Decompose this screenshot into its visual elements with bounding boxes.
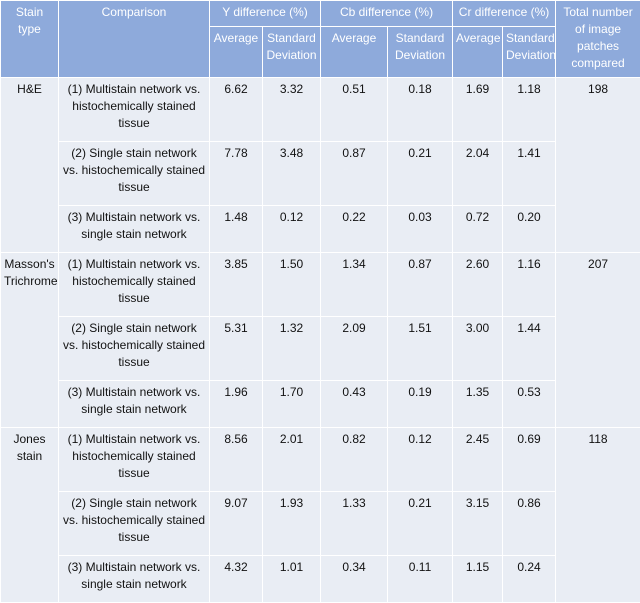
comparison-cell: (3) Multistain network vs. single stain network [59,381,210,428]
total-patches-cell: 198 [556,78,640,253]
table-row [1,317,640,381]
comparison-cell: (2) Single stain network vs. histochemically stained tissue [59,317,210,381]
cr-average-cell: 1.15 [453,556,503,603]
table-row [1,556,640,603]
y-std-cell: 1.01 [263,556,321,603]
y-average-cell: 9.07 [210,492,263,556]
table-row [1,206,640,253]
y-average-cell: 7.78 [210,142,263,206]
subheader-cb-std: Standard Deviation [388,27,453,78]
cr-std-cell: 0.20 [503,206,556,253]
y-std-cell: 3.32 [263,78,321,142]
header-y-difference: Y difference (%) [210,1,321,27]
comparison-cell: (3) Multistain network vs. single stain network [59,206,210,253]
cb-std-cell: 0.18 [388,78,453,142]
header-cr-difference: Cr difference (%) [453,1,556,27]
y-average-cell: 1.48 [210,206,263,253]
cr-average-cell: 2.60 [453,253,503,317]
y-std-cell: 3.48 [263,142,321,206]
y-average-cell: 1.96 [210,381,263,428]
cb-average-cell: 1.34 [321,253,388,317]
comparison-cell: (1) Multistain network vs. histochemically stained tissue [59,428,210,492]
y-std-cell: 1.70 [263,381,321,428]
stain-type-cell: H&E [1,78,59,253]
header-total-patches: Total number of image patches compared [556,1,640,78]
comparison-cell: (1) Multistain network vs. histochemically stained tissue [59,253,210,317]
cr-average-cell: 3.15 [453,492,503,556]
y-std-cell: 0.12 [263,206,321,253]
subheader-cb-average: Average [321,27,388,78]
cr-average-cell: 1.35 [453,381,503,428]
table-row [1,142,640,206]
comparison-cell: (1) Multistain network vs. histochemically stained tissue [59,78,210,142]
cr-average-cell: 0.72 [453,206,503,253]
stain-type-cell: Jones stain [1,428,59,603]
cb-average-cell: 0.87 [321,142,388,206]
table-row [1,253,640,317]
y-average-cell: 8.56 [210,428,263,492]
cr-std-cell: 1.41 [503,142,556,206]
cr-average-cell: 2.04 [453,142,503,206]
cb-average-cell: 2.09 [321,317,388,381]
y-average-cell: 4.32 [210,556,263,603]
table-row [1,78,640,142]
cr-std-cell: 0.53 [503,381,556,428]
cb-std-cell: 0.12 [388,428,453,492]
comparison-cell: (3) Multistain network vs. single stain network [59,556,210,603]
subheader-cr-average: Average [453,27,503,78]
cb-std-cell: 0.87 [388,253,453,317]
cb-average-cell: 1.33 [321,492,388,556]
comparison-cell: (2) Single stain network vs. histochemically stained tissue [59,492,210,556]
subheader-cr-std: Standard Deviation [503,27,556,78]
cr-std-cell: 1.16 [503,253,556,317]
subheader-y-average: Average [210,27,263,78]
cb-std-cell: 0.19 [388,381,453,428]
total-patches-cell: 118 [556,428,640,603]
total-patches-cell: 207 [556,253,640,428]
table-row [1,381,640,428]
comparison-cell: (2) Single stain network vs. histochemically stained tissue [59,142,210,206]
y-average-cell: 3.85 [210,253,263,317]
table-row [1,428,640,492]
cr-average-cell: 3.00 [453,317,503,381]
y-std-cell: 2.01 [263,428,321,492]
cr-std-cell: 0.86 [503,492,556,556]
cb-std-cell: 0.11 [388,556,453,603]
cb-average-cell: 0.43 [321,381,388,428]
y-average-cell: 5.31 [210,317,263,381]
table-row [1,492,640,556]
y-std-cell: 1.50 [263,253,321,317]
stain-type-cell: Masson's Trichrome [1,253,59,428]
cb-std-cell: 0.21 [388,492,453,556]
cb-average-cell: 0.51 [321,78,388,142]
subheader-y-std: Standard Deviation [263,27,321,78]
cr-std-cell: 0.69 [503,428,556,492]
cb-std-cell: 1.51 [388,317,453,381]
cb-average-cell: 0.82 [321,428,388,492]
cr-average-cell: 1.69 [453,78,503,142]
y-std-cell: 1.93 [263,492,321,556]
cr-std-cell: 0.24 [503,556,556,603]
cb-average-cell: 0.22 [321,206,388,253]
cr-average-cell: 2.45 [453,428,503,492]
cr-std-cell: 1.44 [503,317,556,381]
cb-average-cell: 0.34 [321,556,388,603]
y-std-cell: 1.32 [263,317,321,381]
cb-std-cell: 0.21 [388,142,453,206]
cr-std-cell: 1.18 [503,78,556,142]
header-comparison: Comparison [59,1,210,78]
y-average-cell: 6.62 [210,78,263,142]
cb-std-cell: 0.03 [388,206,453,253]
header-cb-difference: Cb difference (%) [321,1,453,27]
header-stain-type: Stain type [1,1,59,78]
